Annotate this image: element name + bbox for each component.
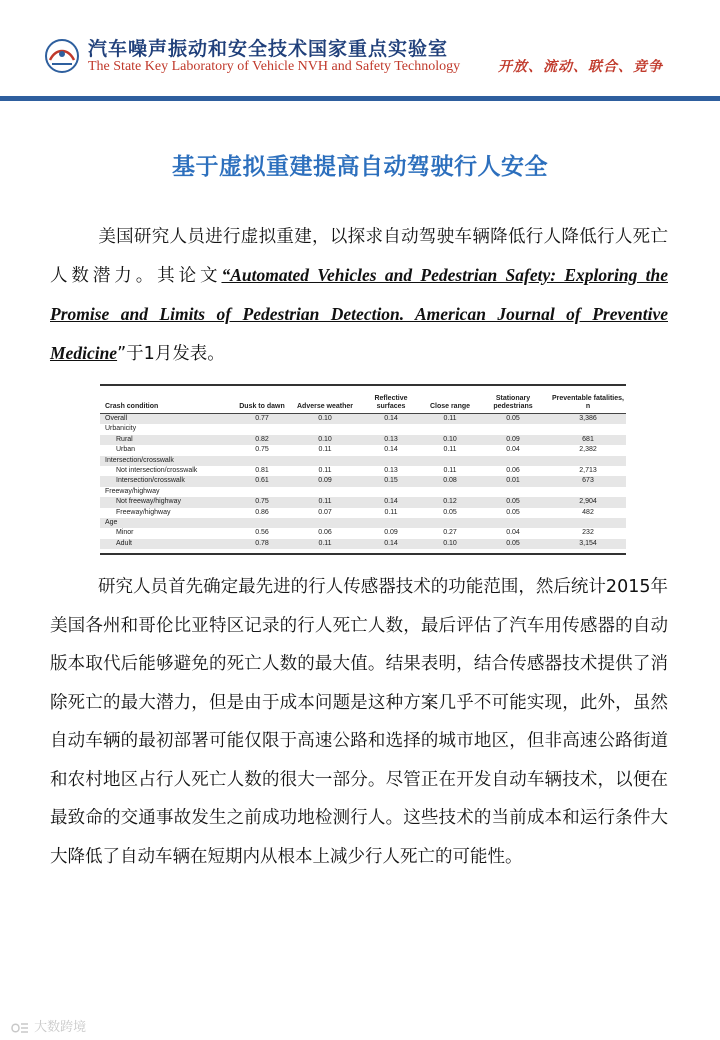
table-cell: 0.05 bbox=[506, 508, 520, 516]
table-cell bbox=[550, 456, 626, 466]
table-row bbox=[100, 445, 626, 455]
table-cell: 0.09 bbox=[476, 435, 550, 445]
article-title: 基于虚拟重建提高自动驾驶行人安全 bbox=[172, 154, 548, 180]
table-row bbox=[100, 518, 626, 528]
table-cell: 0.10 bbox=[292, 435, 358, 445]
table-cell: 0.10 bbox=[424, 435, 476, 445]
table-cell: 0.11 bbox=[292, 497, 358, 507]
table-cell: 0.04 bbox=[506, 529, 520, 537]
table-cell: 673 bbox=[550, 476, 626, 486]
table-row-label: Urban bbox=[116, 446, 136, 454]
table-cell bbox=[476, 518, 550, 528]
table-cell: 3,154 bbox=[550, 539, 626, 549]
table-cell bbox=[358, 456, 424, 466]
intro-text: 美国研究人员进行虚拟重建，以探求自动驾驶车辆降低行人降低行人死亡人数潜力。其论文 bbox=[50, 227, 668, 286]
table-cell: 0.05 bbox=[476, 539, 550, 549]
table-cell: 3,386 bbox=[550, 414, 626, 425]
table-row bbox=[100, 539, 626, 549]
table-cell: 0.05 bbox=[476, 497, 550, 507]
table-row-label: Age bbox=[100, 518, 232, 528]
table-cell bbox=[476, 456, 550, 466]
table-cell: 0.13 bbox=[384, 467, 398, 475]
table-row bbox=[100, 466, 626, 476]
table-row-label: Adult bbox=[100, 539, 232, 549]
table-cell bbox=[232, 424, 292, 434]
intro-paragraph bbox=[50, 218, 668, 373]
table-cell bbox=[358, 518, 424, 528]
table-cell: 482 bbox=[582, 508, 594, 516]
table-cell: 2,382 bbox=[579, 446, 597, 454]
table-cell: 0.86 bbox=[255, 508, 269, 516]
lab-slogan: 开放、流动、联合、竞争 bbox=[498, 59, 663, 75]
table-cell: 0.08 bbox=[424, 476, 476, 486]
table-body bbox=[100, 414, 626, 550]
table-cell: 0.06 bbox=[506, 467, 520, 475]
table-row-label: Freeway/highway bbox=[105, 487, 160, 495]
table-cell: 0.01 bbox=[476, 476, 550, 486]
table-cell bbox=[424, 456, 476, 466]
header-divider bbox=[0, 96, 720, 101]
table-cell: 232 bbox=[582, 529, 594, 537]
table-row-label: Overall bbox=[100, 414, 232, 425]
table-row-label: Not intersection/crosswalk bbox=[116, 467, 198, 475]
table-row bbox=[100, 424, 626, 434]
table-row bbox=[100, 508, 626, 518]
table-row bbox=[100, 456, 626, 466]
table-cell: 0.12 bbox=[424, 497, 476, 507]
table-cell: 0.05 bbox=[443, 508, 457, 516]
table-cell: 0.14 bbox=[358, 539, 424, 549]
table-header-cell: Crash condition bbox=[100, 386, 232, 414]
table-cell bbox=[358, 424, 424, 434]
watermark-logo-icon bbox=[10, 1021, 30, 1035]
table-cell: 0.11 bbox=[384, 508, 398, 516]
table-cell: 0.81 bbox=[255, 467, 269, 475]
table-row-label: Urbanicity bbox=[105, 425, 137, 433]
table-cell: 0.14 bbox=[358, 497, 424, 507]
intro-tail: ”于1月发表。 bbox=[117, 344, 225, 364]
table-row bbox=[100, 528, 626, 538]
table-row bbox=[100, 476, 626, 486]
table-cell bbox=[232, 456, 292, 466]
table-cell bbox=[550, 518, 626, 528]
table-cell: 0.11 bbox=[443, 446, 457, 454]
table-cell: 0.11 bbox=[443, 467, 457, 475]
table-row-label: Minor bbox=[116, 529, 134, 537]
table-cell: 0.10 bbox=[424, 539, 476, 549]
table-cell: 0.11 bbox=[292, 539, 358, 549]
table-row bbox=[100, 487, 626, 497]
table-header-cell: Close range bbox=[424, 386, 476, 414]
table-row-label: Intersection/crosswalk bbox=[100, 456, 232, 466]
table-cell bbox=[232, 518, 292, 528]
table-cell bbox=[292, 424, 358, 434]
table-row bbox=[100, 414, 626, 425]
table-header-cell: Preventable fatalities, n bbox=[550, 386, 626, 414]
page-header bbox=[0, 0, 720, 104]
table-cell: 0.13 bbox=[358, 435, 424, 445]
body-paragraph bbox=[50, 568, 668, 876]
table-row-label: Not freeway/highway bbox=[100, 497, 232, 507]
table-cell bbox=[550, 487, 626, 497]
body-text: 研究人员首先确定最先进的行人传感器技术的功能范围，然后统计2015年美国各州和哥伦比亚特区记录的行人死亡人数，最后评估了汽车用传感器的自动版本取代后能够避免的死亡人数的最大值。结果表明，结合传感器技术提供了消除死亡的最大潜力，但是由于成本问题是这种方案几乎不可能实现，此外，虽然自动车辆的最初部署可能仅限于高速公路和选择的城市地区，但非高速公路街道和农村地区占行人死亡人数的很大一部分。尽管正在开发自动车辆技术，以便在最致命的交通事故发生之前成功地检测行人。这些技术的当前成本和运行条件大大降低了自动车辆在短期内从根本上减少行人死亡的可能性。 bbox=[50, 577, 668, 867]
table-header-cell: Dusk to dawn bbox=[232, 386, 292, 414]
table-cell bbox=[424, 487, 476, 497]
table-cell bbox=[476, 424, 550, 434]
lab-name-chinese: 汽车噪声振动和安全技术国家重点实验室 bbox=[88, 38, 449, 60]
table-header-cell: Stationary pedestrians bbox=[476, 386, 550, 414]
table-cell bbox=[292, 518, 358, 528]
table-row-label: Rural bbox=[100, 435, 232, 445]
table-cell: 0.82 bbox=[232, 435, 292, 445]
table-cell bbox=[550, 424, 626, 434]
watermark-text: 大数跨境 bbox=[34, 1020, 87, 1035]
table-cell: 0.04 bbox=[506, 446, 520, 454]
table-cell: 0.14 bbox=[384, 446, 398, 454]
table-cell: 0.10 bbox=[292, 414, 358, 425]
table-cell: 0.61 bbox=[232, 476, 292, 486]
table-cell: 0.77 bbox=[232, 414, 292, 425]
table-cell: 0.78 bbox=[232, 539, 292, 549]
table-cell: 0.11 bbox=[318, 467, 332, 475]
table-cell: 0.05 bbox=[476, 414, 550, 425]
table-header-cell: Adverse weather bbox=[292, 386, 358, 414]
table-cell: 0.06 bbox=[318, 529, 332, 537]
table-row bbox=[100, 497, 626, 507]
table-cell: 0.75 bbox=[232, 497, 292, 507]
table-cell: 0.11 bbox=[424, 414, 476, 425]
table-cell: 0.27 bbox=[443, 529, 457, 537]
table-cell: 0.11 bbox=[318, 446, 332, 454]
table-cell: 0.75 bbox=[255, 446, 269, 454]
table-row-label: Freeway/highway bbox=[116, 508, 171, 516]
lab-logo-icon bbox=[44, 38, 80, 74]
table-cell: 681 bbox=[550, 435, 626, 445]
table-cell: 2,713 bbox=[579, 467, 597, 475]
table-cell bbox=[358, 487, 424, 497]
fatalities-table bbox=[100, 384, 626, 555]
table-row-label: Intersection/crosswalk bbox=[100, 476, 232, 486]
table-cell: 2,904 bbox=[550, 497, 626, 507]
table-cell: 0.09 bbox=[292, 476, 358, 486]
table-cell bbox=[476, 487, 550, 497]
table-header-row bbox=[100, 386, 626, 414]
table-cell: 0.14 bbox=[358, 414, 424, 425]
table-cell: 0.07 bbox=[318, 508, 332, 516]
table-cell bbox=[424, 424, 476, 434]
table-cell bbox=[424, 518, 476, 528]
lab-name-english: The State Key Laboratory of Vehicle NVH and Safety Technology bbox=[88, 59, 461, 74]
table-row bbox=[100, 435, 626, 445]
paper-citation: “Automated Vehicles and Pedestrian Safety: Exploring the Promise and Limits of Pedestrian Detection. American Journal of Preventive Medicine bbox=[50, 265, 668, 363]
watermark bbox=[10, 1016, 86, 1035]
table-cell: 0.56 bbox=[255, 529, 269, 537]
table-header-cell: Reflective surfaces bbox=[358, 386, 424, 414]
table-cell bbox=[292, 487, 358, 497]
table-cell: 0.09 bbox=[384, 529, 398, 537]
table-cell: 0.15 bbox=[358, 476, 424, 486]
table-cell bbox=[232, 487, 292, 497]
table-cell bbox=[292, 456, 358, 466]
